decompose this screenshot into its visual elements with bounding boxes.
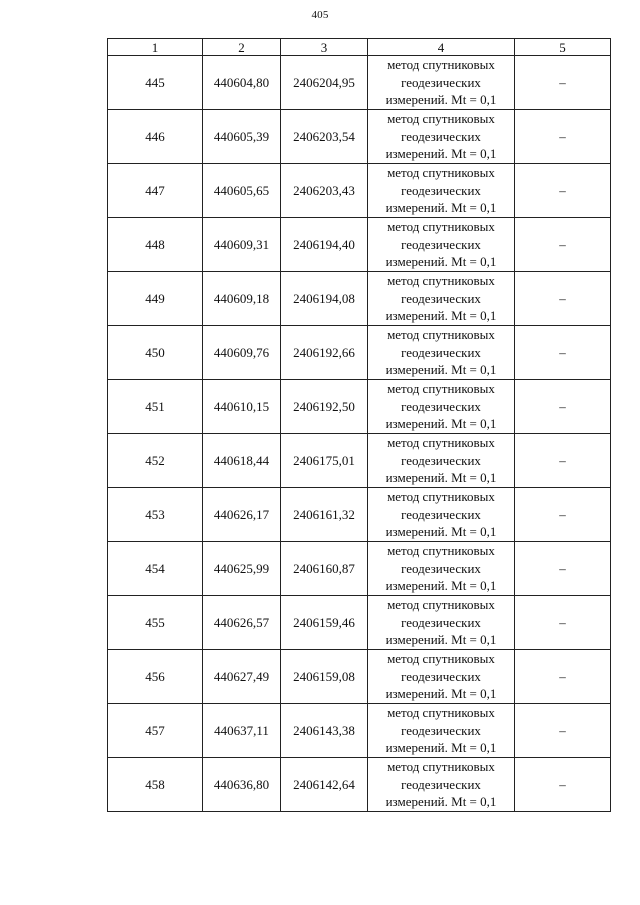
method-line-1: метод спутниковых [387, 759, 495, 775]
y-coordinate-cell: 2406192,66 [281, 326, 368, 380]
note-cell: – [515, 56, 611, 110]
method-line-1: метод спутниковых [387, 111, 495, 127]
y-coordinate-cell: 2406192,50 [281, 380, 368, 434]
x-coordinate-cell: 440637,11 [203, 704, 281, 758]
method-line-3: измерений. Mt = 0,1 [385, 794, 497, 810]
method-line-2: геодезических [401, 290, 481, 306]
method-line-3: измерений. Mt = 0,1 [385, 470, 497, 486]
method-line-3: измерений. Mt = 0,1 [385, 416, 497, 432]
table-row [108, 110, 611, 164]
x-coordinate-cell: 440605,39 [203, 110, 281, 164]
method-line-2: геодезических [401, 236, 481, 252]
point-number-cell: 455 [108, 596, 203, 650]
method-cell [368, 488, 515, 542]
note-cell: – [515, 596, 611, 650]
table-row [108, 56, 611, 110]
table-row [108, 704, 611, 758]
x-coordinate-cell: 440609,76 [203, 326, 281, 380]
x-coordinate-cell: 440605,65 [203, 164, 281, 218]
table-row [108, 758, 611, 812]
table-row [108, 434, 611, 488]
column-header-5: 5 [515, 39, 611, 56]
method-line-3: измерений. Mt = 0,1 [385, 578, 497, 594]
point-number-cell: 449 [108, 272, 203, 326]
method-line-3: измерений. Mt = 0,1 [385, 200, 497, 216]
x-coordinate-cell: 440609,31 [203, 218, 281, 272]
method-line-1: метод спутниковых [387, 435, 495, 451]
method-cell [368, 380, 515, 434]
method-line-3: измерений. Mt = 0,1 [385, 362, 497, 378]
point-number-cell: 458 [108, 758, 203, 812]
note-cell: – [515, 218, 611, 272]
table-row [108, 164, 611, 218]
method-cell [368, 650, 515, 704]
y-coordinate-cell: 2406160,87 [281, 542, 368, 596]
method-line-3: измерений. Mt = 0,1 [385, 92, 497, 108]
table-row [108, 380, 611, 434]
method-line-3: измерений. Mt = 0,1 [385, 632, 497, 648]
method-line-2: геодезических [401, 344, 481, 360]
method-cell [368, 326, 515, 380]
method-line-2: геодезических [401, 452, 481, 468]
y-coordinate-cell: 2406194,08 [281, 272, 368, 326]
note-cell: – [515, 542, 611, 596]
point-number-cell: 453 [108, 488, 203, 542]
table-row [108, 326, 611, 380]
y-coordinate-cell: 2406194,40 [281, 218, 368, 272]
x-coordinate-cell: 440636,80 [203, 758, 281, 812]
table-row [108, 542, 611, 596]
page-number: 405 [311, 9, 329, 21]
y-coordinate-cell: 2406203,54 [281, 110, 368, 164]
method-line-1: метод спутниковых [387, 489, 495, 505]
note-cell: – [515, 434, 611, 488]
method-line-1: метод спутниковых [387, 327, 495, 343]
method-line-2: геодезических [401, 776, 481, 792]
method-line-3: измерений. Mt = 0,1 [385, 254, 497, 270]
table-row [108, 272, 611, 326]
method-cell [368, 164, 515, 218]
point-number-cell: 457 [108, 704, 203, 758]
method-line-1: метод спутниковых [387, 273, 495, 289]
y-coordinate-cell: 2406159,08 [281, 650, 368, 704]
point-number-cell: 450 [108, 326, 203, 380]
method-line-2: геодезических [401, 128, 481, 144]
x-coordinate-cell: 440625,99 [203, 542, 281, 596]
method-line-2: геодезических [401, 74, 481, 90]
method-line-1: метод спутниковых [387, 165, 495, 181]
point-number-cell: 445 [108, 56, 203, 110]
point-number-cell: 451 [108, 380, 203, 434]
x-coordinate-cell: 440626,57 [203, 596, 281, 650]
column-header-3: 3 [281, 39, 368, 56]
note-cell: – [515, 704, 611, 758]
method-cell [368, 434, 515, 488]
method-cell [368, 758, 515, 812]
x-coordinate-cell: 440618,44 [203, 434, 281, 488]
method-line-1: метод спутниковых [387, 57, 495, 73]
point-number-cell: 446 [108, 110, 203, 164]
table-row [108, 596, 611, 650]
table-row [108, 218, 611, 272]
method-line-3: измерений. Mt = 0,1 [385, 524, 497, 540]
point-number-cell: 456 [108, 650, 203, 704]
method-line-1: метод спутниковых [387, 381, 495, 397]
column-header-4: 4 [368, 39, 515, 56]
y-coordinate-cell: 2406143,38 [281, 704, 368, 758]
method-cell [368, 110, 515, 164]
y-coordinate-cell: 2406175,01 [281, 434, 368, 488]
x-coordinate-cell: 440609,18 [203, 272, 281, 326]
method-line-3: измерений. Mt = 0,1 [385, 308, 497, 324]
x-coordinate-cell: 440604,80 [203, 56, 281, 110]
method-line-1: метод спутниковых [387, 543, 495, 559]
method-line-2: геодезических [401, 560, 481, 576]
column-header-2: 2 [203, 39, 281, 56]
y-coordinate-cell: 2406161,32 [281, 488, 368, 542]
method-cell [368, 542, 515, 596]
method-line-3: измерений. Mt = 0,1 [385, 146, 497, 162]
method-line-2: геодезических [401, 506, 481, 522]
point-number-cell: 447 [108, 164, 203, 218]
note-cell: – [515, 110, 611, 164]
column-header-1: 1 [108, 39, 203, 56]
y-coordinate-cell: 2406159,46 [281, 596, 368, 650]
method-line-3: измерений. Mt = 0,1 [385, 686, 497, 702]
method-line-2: геодезических [401, 398, 481, 414]
method-line-2: геодезических [401, 614, 481, 630]
table-row [108, 488, 611, 542]
method-line-2: геодезических [401, 182, 481, 198]
coordinates-table [107, 38, 611, 812]
method-line-2: геодезических [401, 722, 481, 738]
x-coordinate-cell: 440626,17 [203, 488, 281, 542]
method-cell [368, 218, 515, 272]
y-coordinate-cell: 2406203,43 [281, 164, 368, 218]
method-line-1: метод спутниковых [387, 651, 495, 667]
point-number-cell: 454 [108, 542, 203, 596]
x-coordinate-cell: 440610,15 [203, 380, 281, 434]
note-cell: – [515, 758, 611, 812]
point-number-cell: 452 [108, 434, 203, 488]
method-line-2: геодезических [401, 668, 481, 684]
note-cell: – [515, 272, 611, 326]
method-cell [368, 56, 515, 110]
x-coordinate-cell: 440627,49 [203, 650, 281, 704]
method-line-1: метод спутниковых [387, 597, 495, 613]
y-coordinate-cell: 2406142,64 [281, 758, 368, 812]
method-cell [368, 704, 515, 758]
method-line-1: метод спутниковых [387, 219, 495, 235]
method-cell [368, 596, 515, 650]
method-cell [368, 272, 515, 326]
method-line-3: измерений. Mt = 0,1 [385, 740, 497, 756]
note-cell: – [515, 326, 611, 380]
header-row [108, 39, 611, 56]
note-cell: – [515, 650, 611, 704]
note-cell: – [515, 488, 611, 542]
note-cell: – [515, 380, 611, 434]
y-coordinate-cell: 2406204,95 [281, 56, 368, 110]
table-row [108, 650, 611, 704]
method-line-1: метод спутниковых [387, 705, 495, 721]
point-number-cell: 448 [108, 218, 203, 272]
note-cell: – [515, 164, 611, 218]
